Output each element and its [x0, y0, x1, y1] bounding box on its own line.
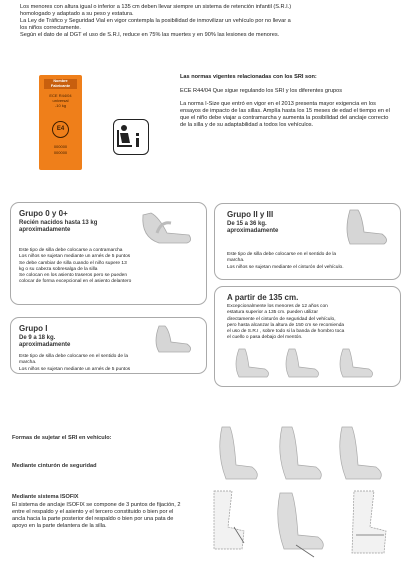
- text-line: kg o su cabeza sobresalga de la silla: [19, 266, 98, 272]
- forward-facing-seat-illustration: [149, 322, 197, 356]
- group-approx: aproximadamente: [19, 227, 71, 234]
- rear-facing-seat-illustration: [137, 207, 197, 249]
- group-description: [19, 248, 131, 286]
- group-2-3-card: [214, 203, 401, 280]
- group-approx: aproximadamente: [227, 228, 279, 235]
- group-weight: De 9 a 18 kg.: [19, 335, 56, 341]
- text-line: marcha.: [227, 258, 245, 264]
- group-title: Grupo 0 y 0+: [19, 209, 68, 218]
- text-line: el cuello o pasa debajo del mentón.: [227, 335, 303, 341]
- isofix-heading: Mediante sistema ISOFIX: [12, 494, 79, 500]
- label-weight: -10 kg: [54, 103, 67, 108]
- text-line: Se debe cambiar de silla cuando el niño supere 13: [19, 260, 127, 266]
- intro-line: La Ley de Tráfico y Seguridad Vial en vigor contempla la posibilidad de inmovilizar un vehículo por no llevar a: [20, 18, 291, 25]
- fastening-heading: Formas de sujetar el SRI en vehículo:: [12, 435, 112, 441]
- group-title: Grupo II y III: [227, 210, 274, 219]
- child-seat-icon: [113, 119, 149, 155]
- intro-line: Los menores con altura igual o inferior a 135 cm deben llevar siempre un sistema de retención infantil (S.R.I.): [20, 4, 292, 10]
- belt-seat-illustrations: [212, 423, 402, 485]
- seat-illustrations: [231, 345, 391, 381]
- label-category: universal: [52, 98, 69, 103]
- norms-section: [180, 74, 395, 130]
- text-line: Se colocan en los asiento traseros pero se pueden: [19, 273, 128, 279]
- group-subtitle: [227, 221, 278, 236]
- group-description: [227, 304, 344, 342]
- isofix-description: El sistema de anclaje ISOFIX se compone de 3 puntos de fijación, 2 entre el respaldo y el asiento y el tercero constituido o bien por el ancla hacia la parte posterior del respaldo o bien por una pata de apoyo en la parte delantera de la silla.: [12, 502, 181, 530]
- text-line: Excepcionalmente los menores de 12 años con: [227, 304, 328, 309]
- text-line: estatura superior a 135 cm. pueden utilizar: [227, 310, 318, 316]
- group-title: Grupo I: [19, 324, 48, 333]
- belt-method: Mediante cinturón de seguridad: [12, 463, 97, 469]
- label-code: 000000: [53, 150, 68, 155]
- text-line: colocar de forma excepcional en el asiento delantero: [19, 279, 132, 285]
- intro-line: homologado y adaptado a su peso y estatura.: [20, 11, 134, 18]
- label-manufacturer: Nombre Fabricante: [44, 79, 77, 89]
- over-135cm-card: [214, 286, 401, 387]
- text-line: directamente el cinturón de seguridad del vehículo,: [227, 316, 336, 322]
- group-0-card: [10, 202, 207, 305]
- intro-line: Según el dato de al DGT el uso de S.R.I, reduce en 75% las muertes y en 90% las lesiones de menores.: [20, 32, 280, 39]
- booster-seat-illustration: [340, 206, 396, 250]
- group-subtitle: [19, 335, 70, 350]
- text-line: Este tipo de silla debe colocarse en el sentido de la: [227, 252, 337, 257]
- norms-r44: ECE R44/04 Que sigue regulando los SRI y los diferentes grupos: [180, 88, 343, 95]
- text-line: marcha.: [19, 360, 37, 366]
- text-line: Este tipo de silla debe colocarse a contramarcha: [19, 248, 123, 253]
- isofix-illustrations: [204, 487, 402, 559]
- text-line: Este tipo de silla debe colocarse en el sentido de la: [19, 354, 129, 359]
- group-title: A partir de 135 cm.: [227, 293, 299, 302]
- group-subtitle: [19, 220, 97, 235]
- group-weight: Recién nacidos hasta 13 kg: [19, 220, 98, 226]
- text-line: Los niños se sujetan mediante un arnés de 5 puntos: [19, 366, 131, 372]
- label-code: 000000: [53, 144, 68, 149]
- group-1-card: [10, 317, 207, 374]
- label-standard: ECE R44/04: [49, 93, 72, 98]
- text-line: pero hasta alcanzar la altura de 150 cm se recomienda: [227, 322, 345, 328]
- group-description: [227, 252, 344, 271]
- text-line: Los niños se sujetan mediante un arnés de 5 puntos: [19, 254, 131, 260]
- text-line: Los niños se sujetan mediante el cinturón del vehículo.: [227, 264, 344, 270]
- text-line: el uso de S.R.I , sobre todo si la banda de hombro toca: [227, 329, 345, 335]
- group-weight: De 15 a 36 kg.: [227, 221, 267, 227]
- group-approx: aproximadamente: [19, 342, 71, 349]
- approval-mark: E4: [52, 121, 69, 138]
- intro-line: los niños correctamente.: [20, 25, 81, 32]
- norms-isize: La norma I-Size que entró en vigor en el 2013 presenta mayor exigencia en los ensayos de impacto de las sillas. Amplía hasta los 15 meses de edad el tiempo en el que el niño debe viajar a contramarcha y aumenta la posibilidad del anclaje correcto de la silla y de su adaptabilidad a todos los vehículos.: [180, 101, 390, 129]
- homologation-label: [39, 75, 82, 170]
- norms-heading: Las normas vigentes relacionadas con los SRI son:: [180, 74, 317, 80]
- intro-paragraph: [20, 4, 400, 39]
- group-description: [19, 354, 130, 373]
